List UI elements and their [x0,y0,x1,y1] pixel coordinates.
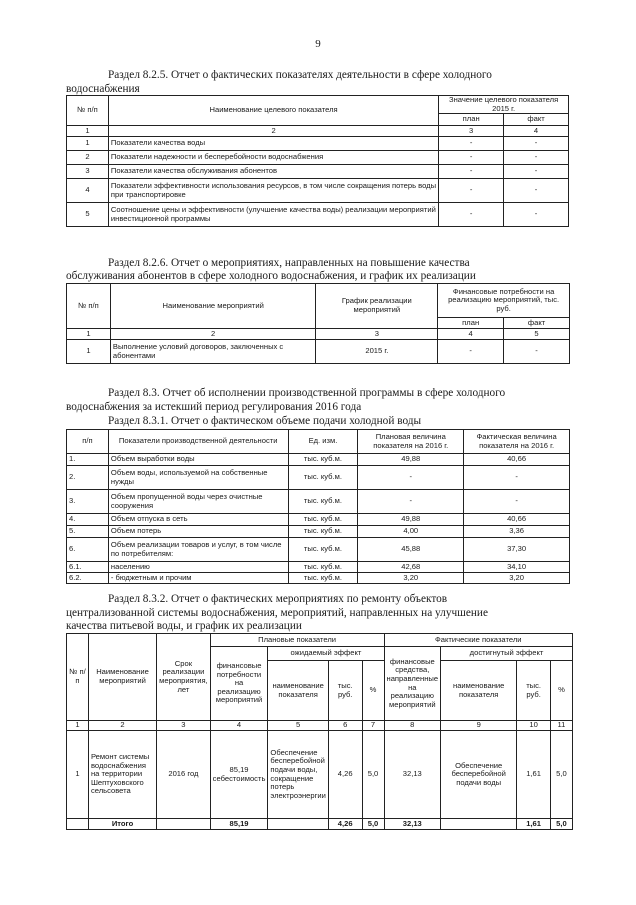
cell-num: 6.1. [67,562,109,573]
th-term: Срок реализации мероприятия, лет [157,634,211,721]
cell-total-ach-pct: 5,0 [550,819,572,830]
cell-fact: - [504,203,569,227]
cell-name: Соотношение цены и эффективности (улучшение качества воды) реализации мероприятий инвестиционной программы [108,203,438,227]
col-index: 2 [108,126,438,137]
section-83-heading-line2: водоснабжения за истекший период регулирования 2016 года [66,401,362,413]
cell-fact: 37,30 [464,538,570,562]
table-row [67,538,570,562]
section-831-heading: Раздел 8.3.1. Отчет о фактическом объеме подачи холодной воды [108,415,422,427]
th-num: № п/п [67,96,109,126]
cell-exp-rub: 4,26 [328,731,362,819]
th-fact: факт [504,318,570,329]
table-row [67,340,570,364]
th-value: Значение целевого показателя 2015 г. [439,96,569,114]
th-num: п/п [67,430,109,454]
th-unit: Ед. изм. [288,430,358,454]
cell-num: 3 [67,165,109,179]
cell-fact: - [504,165,569,179]
page-number: 9 [315,38,321,50]
section-826-heading-line1: Раздел 8.2.6. Отчет о мероприятиях, направленных на повышение качества [108,257,470,269]
cell-name: Объем пропущенной воды через очистные сооружения [108,490,288,514]
cell-plan: - [439,151,504,165]
cell-term: 2016 год [157,731,211,819]
col-index: 1 [67,721,89,731]
cell-num: 5 [67,203,109,227]
col-index: 4 [438,329,504,340]
section-825-heading-line2: водоснабжения [66,83,140,95]
th-plan: план [438,318,504,329]
th-planned: Плановые показатели [210,634,384,647]
cell-fact: - [504,179,569,203]
cell-num: 6.2. [67,573,109,584]
cell-fact: 34,10 [464,562,570,573]
cell-total-exp-pct: 5,0 [362,819,384,830]
col-index: 9 [441,721,517,731]
col-index: 3 [316,329,438,340]
col-index: 4 [504,126,569,137]
table-831 [66,429,570,584]
cell-name: Объем отпуска в сеть [108,514,288,526]
th-plan: план [439,114,504,126]
cell-plan: 45,88 [358,538,464,562]
table-row [67,562,570,573]
table-row [67,151,569,165]
th-actual: Фактические показатели [384,634,572,647]
section-826-heading-line2: обслуживания абонентов в сфере холодного водоснабжения, и график их реализации [66,270,476,282]
table-832 [66,633,573,830]
cell-fact: - [504,340,570,364]
cell-num: 3. [67,490,109,514]
cell-plan: - [439,179,504,203]
cell-plan: 42,68 [358,562,464,573]
th-fact: факт [504,114,569,126]
cell-fin-fact: 32,13 [384,731,441,819]
cell-ach-rub: 1,61 [517,731,551,819]
th-name: Показатели производственной деятельности [108,430,288,454]
cell-fact: - [464,466,570,490]
col-index: 5 [504,329,570,340]
th-ach-pct: % [550,661,572,721]
cell-unit: тыс. куб.м. [288,514,358,526]
cell-name: Объем потерь [108,526,288,538]
cell-name: Объем реализации товаров и услуг, в том числе по потребителям: [108,538,288,562]
th-expected: ожидаемый эффект [268,647,384,661]
col-index: 5 [268,721,328,731]
table-row [67,526,570,538]
cell-plan: - [439,203,504,227]
table-row [67,454,570,466]
table-row [67,179,569,203]
cell-empty [268,819,328,830]
cell-total-label: Итого [88,819,156,830]
cell-name: Показатели качества обслуживания абонентов [108,165,438,179]
cell-plan: 49,88 [358,454,464,466]
cell-total-ach-rub: 1,61 [517,819,551,830]
col-index: 1 [67,329,111,340]
cell-empty [441,819,517,830]
section-832-heading-line2: централизованной системы водоснабжения, мероприятий, направленных на улучшение [66,607,488,619]
cell-unit: тыс. куб.м. [288,538,358,562]
cell-plan: - [358,490,464,514]
th-name: Наименование мероприятий [110,284,316,329]
cell-schedule: 2015 г. [316,340,438,364]
cell-num: 5. [67,526,109,538]
cell-num: 2 [67,151,109,165]
cell-plan: - [439,137,504,151]
th-fin-plan: финансовые потребности на реализацию мероприятий [210,647,268,721]
cell-plan: 49,88 [358,514,464,526]
col-index: 11 [550,721,572,731]
cell-plan: - [358,466,464,490]
cell-name: Объем выработки воды [108,454,288,466]
cell-unit: тыс. куб.м. [288,573,358,584]
th-fin-fact: финансовые средства, направленные на реализацию мероприятий [384,647,441,721]
table-row [67,573,570,584]
cell-name: Объем воды, используемой на собственные нужды [108,466,288,490]
cell-num: 1. [67,454,109,466]
cell-plan: 4,00 [358,526,464,538]
cell-unit: тыс. куб.м. [288,490,358,514]
th-exp-pct: % [362,661,384,721]
cell-name: Показатели эффективности использования ресурсов, в том числе сокращения потерь воды при транспортировке [108,179,438,203]
col-index: 2 [88,721,156,731]
th-plan: Плановая величина показателя на 2016 г. [358,430,464,454]
col-index: 6 [328,721,362,731]
col-index: 2 [110,329,316,340]
cell-fact: - [504,151,569,165]
cell-total-exp-rub: 4,26 [328,819,362,830]
cell-name: - бюджетным и прочим [108,573,288,584]
th-name: Наименование мероприятий [88,634,156,721]
cell-fact: 40,66 [464,454,570,466]
th-num: № п/п [67,634,89,721]
table-row [67,490,570,514]
cell-plan: - [439,165,504,179]
cell-name: Ремонт системы водоснабжения на территории Шептуховского сельсовета [88,731,156,819]
table-row [67,165,569,179]
cell-num: 4 [67,179,109,203]
cell-fact: - [464,490,570,514]
section-83-heading-line1: Раздел 8.3. Отчет об исполнении производственной программы в сфере холодного [108,387,506,399]
table-row [67,514,570,526]
section-832-heading-line3: качества питьевой воды, и график их реализации [66,620,302,632]
cell-unit: тыс. куб.м. [288,466,358,490]
section-832-heading-line1: Раздел 8.3.2. Отчет о фактических мероприятиях по ремонту объектов [108,593,448,605]
cell-exp-pct: 5,0 [362,731,384,819]
cell-num: 1 [67,731,89,819]
col-index: 8 [384,721,441,731]
cell-name: Показатели надежности и бесперебойности водоснабжения [108,151,438,165]
cell-num: 4. [67,514,109,526]
cell-ach-indicator: Обеспечение бесперебойной подачи воды [441,731,517,819]
cell-fact: 3,20 [464,573,570,584]
table-row [67,137,569,151]
table-826 [66,283,570,364]
th-ach-indicator: наименование показателя [441,661,517,721]
th-fin: Финансовые потребности на реализацию мероприятий, тыс. руб. [438,284,570,318]
cell-total-fin-plan: 85,19 [210,819,268,830]
cell-unit: тыс. куб.м. [288,562,358,573]
th-ach-rub: тыс. руб. [517,661,551,721]
cell-empty [157,819,211,830]
cell-plan: 3,20 [358,573,464,584]
th-schedule: График реализации мероприятий [316,284,438,329]
cell-total-fin-fact: 32,13 [384,819,441,830]
cell-name: населению [108,562,288,573]
cell-exp-indicator: Обеспечение бесперебойной подачи воды, сокращение потерь электроэнергии [268,731,328,819]
cell-unit: тыс. куб.м. [288,454,358,466]
cell-fact: 3,36 [464,526,570,538]
th-exp-indicator: наименование показателя [268,661,328,721]
cell-empty [67,819,89,830]
cell-plan: - [438,340,504,364]
th-name: Наименование целевого показателя [108,96,438,126]
col-index: 4 [210,721,268,731]
table-row [67,203,569,227]
th-fact: Фактическая величина показателя на 2016 г. [464,430,570,454]
cell-name: Выполнение условий договоров, заключенных с абонентами [110,340,316,364]
table-825 [66,95,569,227]
cell-fin-plan: 85,19 себестоимость [210,731,268,819]
cell-ach-pct: 5,0 [550,731,572,819]
col-index: 1 [67,126,109,137]
table-row [67,731,573,819]
cell-num: 2. [67,466,109,490]
th-exp-rub: тыс. руб. [328,661,362,721]
cell-num: 1 [67,340,111,364]
cell-fact: 40,66 [464,514,570,526]
cell-unit: тыс. куб.м. [288,526,358,538]
col-index: 10 [517,721,551,731]
col-index: 3 [157,721,211,731]
col-index: 3 [439,126,504,137]
cell-fact: - [504,137,569,151]
table-row [67,466,570,490]
section-825-heading-line1: Раздел 8.2.5. Отчет о фактических показателях деятельности в сфере холодного [108,69,492,81]
th-achieved: достигнутый эффект [441,647,573,661]
total-row [67,819,573,830]
cell-num: 6. [67,538,109,562]
th-num: № п/п [67,284,111,329]
cell-name: Показатели качества воды [108,137,438,151]
cell-num: 1 [67,137,109,151]
col-index: 7 [362,721,384,731]
